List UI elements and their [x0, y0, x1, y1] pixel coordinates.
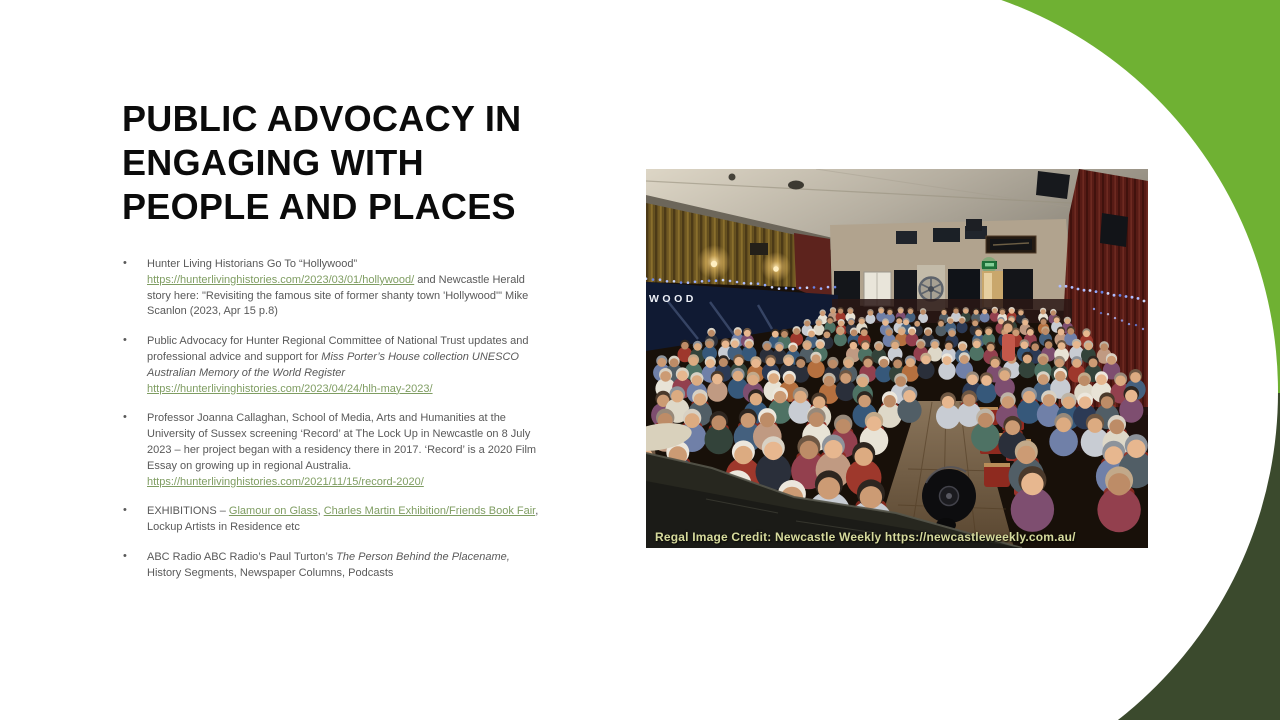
text-segment: EXHIBITIONS – — [147, 505, 229, 518]
photo-caption: Regal Image Credit: Newcastle Weekly https://newcastleweekly.com.au/ — [655, 530, 1076, 544]
hyperlink[interactable]: https://hunterlivinghistories.com/2021/11/15/record-2020/ — [147, 475, 424, 488]
text-segment: , Lockup Artists in Residence etc — [147, 505, 539, 534]
bullet-text — [147, 412, 536, 487]
bullet-text — [147, 505, 538, 533]
standing-woman — [1002, 320, 1015, 361]
title-line: PUBLIC ADVOCACY IN — [122, 98, 522, 139]
text-segment: Miss Porter’s House collection UNESCO Australian Memory of the World Register — [147, 350, 519, 379]
bullet-list — [122, 257, 546, 596]
text-segment: History Segments, Newspaper Columns, Podcasts — [147, 566, 394, 579]
bullet-text — [147, 335, 529, 394]
sign-text: WOOD — [649, 293, 697, 305]
hyperlink[interactable]: Charles Martin Exhibition/Friends Book Fair — [323, 505, 536, 518]
page-title — [122, 97, 592, 229]
speaker-box — [1036, 171, 1070, 199]
list-item — [122, 257, 546, 320]
bullet-text — [147, 551, 510, 579]
audience-photo — [646, 169, 1148, 548]
list-item — [122, 334, 546, 397]
hyperlink[interactable]: https://hunterlivinghistories.com/2023/04/24/hlh-may-2023/ — [147, 382, 433, 395]
text-segment: Professor Joanna Callaghan, School of Media, Arts and Humanities at the University of Sussex screening ‘Record’ at The Lock Up in Newcastle on 8 July 2023 – her project began with a residency there in 2017. ‘Record’ is a 2020 Film Essay on growing up in regional Australia. — [147, 412, 537, 472]
list-item — [122, 411, 546, 490]
back-wall — [830, 219, 1074, 311]
text-segment: The Person Behind the Placename, — [336, 550, 510, 563]
list-item — [122, 550, 546, 582]
text-segment: ABC Radio ABC Radio’s Paul Turton’s — [147, 550, 337, 563]
title-line: PEOPLE AND PLACES — [122, 186, 516, 227]
hyperlink[interactable]: https://hunterlivinghistories.com/2023/03/01/hollywood/ — [147, 273, 415, 286]
text-segment: Hunter Living Historians Go To “Hollywood” — [147, 258, 358, 270]
bullet-text — [147, 258, 528, 317]
hyperlink[interactable]: Glamour on Glass — [228, 505, 318, 518]
text-segment: Public Advocacy for Hunter Regional Committee of National Trust updates and professional advice and support for — [147, 335, 529, 363]
text-segment: and Newcastle Herald story here: "Revisiting the famous site of former shanty town 'Hollywood'" Mike Scanlon (2023, Apr 15 p.8) — [147, 273, 529, 318]
text-segment: , — [317, 505, 324, 518]
audience-photo-graphic — [646, 169, 1148, 548]
list-item — [122, 504, 546, 536]
title-line: ENGAGING WITH — [122, 142, 424, 183]
speaker-box — [1100, 213, 1128, 247]
